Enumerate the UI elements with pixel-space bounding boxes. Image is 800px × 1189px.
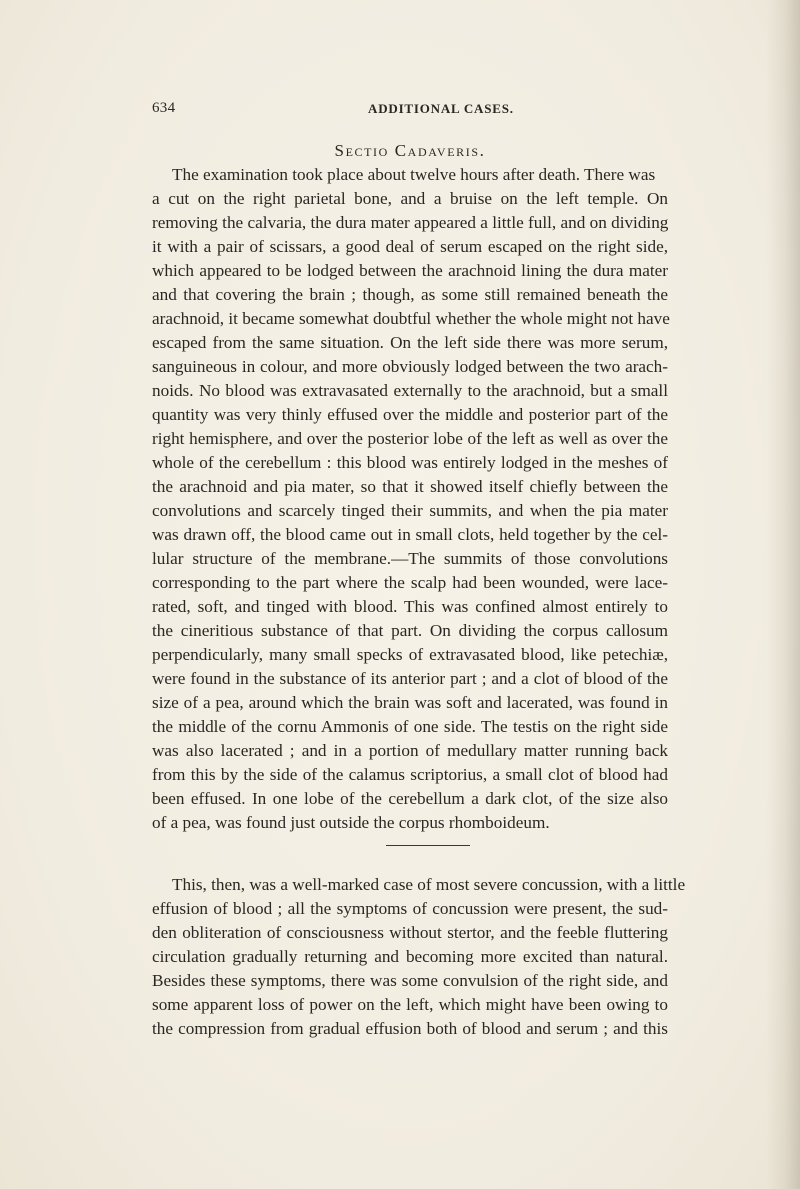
section-heading: Sectio Cadaveris. bbox=[334, 141, 486, 160]
text-line: which appeared to be lodged between the arachnoid lining the dura mater bbox=[152, 261, 668, 280]
text-line: effusion of blood ; all the symptoms of concussion were present, the sud- bbox=[152, 899, 668, 918]
paragraph-1 bbox=[152, 163, 668, 835]
text-line: a cut on the right parietal bone, and a bruise on the left temple. On bbox=[152, 189, 668, 208]
spine-shadow bbox=[766, 0, 800, 1189]
text-line: circulation gradually returning and becoming more excited than natural. bbox=[152, 947, 668, 966]
text-line: perpendicularly, many small specks of extravasated blood, like petechiæ, bbox=[152, 645, 668, 664]
text-line: some apparent loss of power on the left, which might have been owing to bbox=[152, 995, 668, 1014]
text-line: rated, soft, and tinged with blood. This was confined almost entirely to bbox=[152, 597, 668, 616]
text-line: Besides these symptoms, there was some convulsion of the right side, and bbox=[152, 971, 668, 990]
text-line: it with a pair of scissars, a good deal of serum escaped on the right side, bbox=[152, 237, 668, 256]
text-line: escaped from the same situation. On the left side there was more serum, bbox=[152, 333, 668, 352]
text-line: den obliteration of consciousness without stertor, and the feeble fluttering bbox=[152, 923, 668, 942]
text-line: quantity was very thinly effused over the middle and posterior part of the bbox=[152, 405, 668, 424]
section-divider-rule bbox=[386, 845, 470, 846]
text-line: convolutions and scarcely tinged their summits, and when the pia mater bbox=[152, 501, 668, 520]
running-title: ADDITIONAL CASES. bbox=[368, 101, 514, 116]
text-line: the compression from gradual effusion both of blood and serum ; and this bbox=[152, 1019, 668, 1038]
text-line: were found in the substance of its anterior part ; and a clot of blood of the bbox=[152, 669, 668, 688]
text-line: from this by the side of the calamus scriptorius, a small clot of blood had bbox=[152, 765, 668, 784]
text-line: been effused. In one lobe of the cerebellum a dark clot, of the size also bbox=[152, 789, 668, 808]
text-line: whole of the cerebellum : this blood was entirely lodged in the meshes of bbox=[152, 453, 668, 472]
text-line: the arachnoid and pia mater, so that it showed itself chiefly between the bbox=[152, 477, 668, 496]
text-line: noids. No blood was extravasated externally to the arachnoid, but a small bbox=[152, 381, 668, 400]
paragraph-2 bbox=[152, 873, 686, 1041]
text-line: lular structure of the membrane.—The summits of those convolutions bbox=[152, 549, 668, 568]
text-line: corresponding to the part where the scalp had been wounded, were lace- bbox=[152, 573, 668, 592]
text-line: the cineritious substance of that part. On dividing the corpus callosum bbox=[152, 621, 668, 640]
page-number: 634 bbox=[152, 100, 176, 116]
text-line: and that covering the brain ; though, as some still remained beneath the bbox=[152, 285, 668, 304]
text-line: arachnoid, it became somewhat doubtful whether the whole might not have bbox=[152, 309, 670, 328]
running-head bbox=[152, 100, 668, 122]
text-line: was also lacerated ; and in a portion of medullary matter running back bbox=[152, 741, 668, 760]
text-line: the middle of the cornu Ammonis of one side. The testis on the right side bbox=[152, 717, 668, 736]
text-line: of a pea, was found just outside the corpus rhomboideum. bbox=[152, 813, 550, 832]
text-line: removing the calvaria, the dura mater appeared a little full, and on dividing bbox=[152, 213, 669, 232]
text-line: The examination took place about twelve hours after death. There was bbox=[172, 165, 656, 184]
text-line: right hemisphere, and over the posterior lobe of the left as well as over the bbox=[152, 429, 668, 448]
text-line: was drawn off, the blood came out in small clots, held together by the cel- bbox=[152, 525, 668, 544]
text-line: size of a pea, around which the brain was soft and lacerated, was found in bbox=[152, 693, 668, 712]
text-line: sanguineous in colour, and more obviously lodged between the two arach- bbox=[152, 357, 668, 376]
text-line: This, then, was a well-marked case of most severe concussion, with a little bbox=[172, 875, 686, 894]
